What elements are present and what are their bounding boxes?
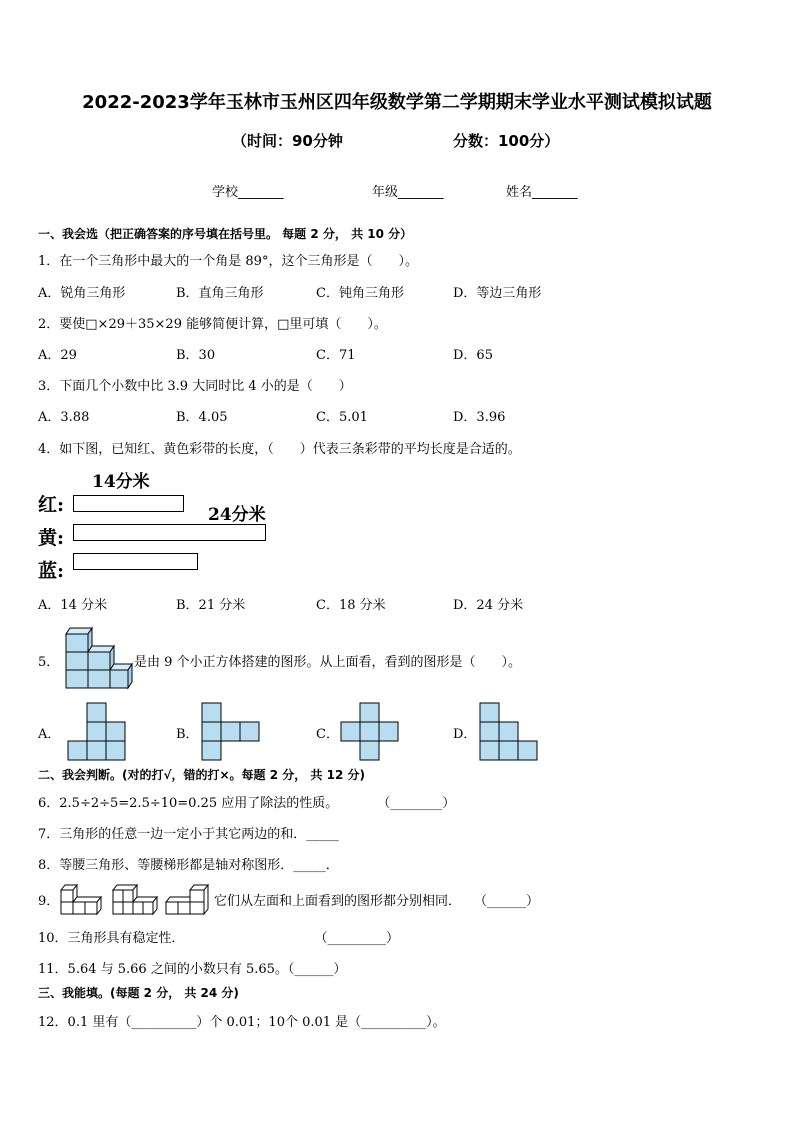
- q2-option-c[interactable]: C．71: [316, 348, 356, 363]
- q4-option-c[interactable]: C．18 分米: [316, 598, 386, 613]
- q2-option-d[interactable]: D．65: [453, 348, 493, 363]
- q4-option-d[interactable]: D．24 分米: [453, 598, 524, 613]
- q5-option-c[interactable]: C．: [316, 727, 339, 742]
- question-5: 是由 9 个小正方体搭建的图形。从上面看，看到的图形是（ ）。: [134, 655, 522, 670]
- q4-option-b[interactable]: B．21 分米: [176, 598, 246, 613]
- yellow-length-label: 24分米: [208, 505, 266, 525]
- question-1: 1．在一个三角形中最大的一个角是 89°，这个三角形是（ ）。: [38, 254, 418, 269]
- question-10: 10．三角形具有稳定性． （_________）: [38, 931, 400, 946]
- q3-option-c[interactable]: C．5.01: [316, 410, 368, 425]
- school-field[interactable]: 学校_______: [212, 185, 284, 200]
- question-2: 2．要使□×29＋35×29 能够简便计算，□里可填（ ）。: [38, 317, 387, 332]
- q3-option-a[interactable]: A．3.88: [38, 410, 90, 425]
- q5-option-b[interactable]: B．: [176, 727, 199, 742]
- question-9: 它们从左面和上面看到的图形都分别相同． （______）: [214, 894, 540, 909]
- question-11: 11．5.64 与 5.66 之间的小数只有 5.65。（______）: [38, 962, 347, 977]
- q5-option-c-shape: [340, 702, 400, 760]
- question-4: 4．如下图，已知红、黄色彩带的长度，（ ）代表三条彩带的平均长度是合适的。: [38, 442, 521, 457]
- q1-option-d[interactable]: D．等边三角形: [453, 286, 542, 301]
- q1-option-c[interactable]: C．钝角三角形: [316, 286, 404, 301]
- question-9-number: 9．: [38, 894, 60, 909]
- q5-option-a[interactable]: A．: [38, 727, 61, 742]
- exam-time: （时间：90分钟: [232, 132, 343, 150]
- section-2-heading: 二、我会判断。(对的打√，错的打×。每题 2 分， 共 12 分): [38, 768, 365, 782]
- blue-ribbon-bar: [73, 553, 198, 570]
- cube-stack-figure: [62, 626, 134, 690]
- q5-option-d[interactable]: D．: [453, 727, 477, 742]
- page-title: 2022-2023学年玉林市玉州区四年级数学第二学期期末学业水平测试模拟试题: [82, 92, 712, 113]
- red-label: 红:: [38, 494, 65, 516]
- q1-option-b[interactable]: B．直角三角形: [176, 286, 264, 301]
- q5-option-a-shape: [67, 702, 127, 760]
- red-ribbon-bar: [73, 495, 184, 512]
- q2-option-b[interactable]: B．30: [176, 348, 216, 363]
- question-5-number: 5．: [38, 655, 60, 670]
- question-8: 8．等腰三角形、等腰梯形都是轴对称图形．_____．: [38, 858, 339, 873]
- question-6: 6．2.5÷2÷5=2.5÷10=0.25 应用了除法的性质。 （________）: [38, 796, 456, 811]
- q5-option-b-shape: [201, 702, 261, 760]
- section-1-heading: 一、我会选（把正确答案的序号填在括号里。 每题 2 分， 共 10 分）: [38, 227, 413, 241]
- grade-field[interactable]: 年级_______: [372, 185, 444, 200]
- q5-option-d-shape: [479, 702, 539, 760]
- question-7: 7．三角形的任意一边一定小于其它两边的和．_____: [38, 827, 339, 842]
- q1-option-a[interactable]: A．锐角三角形: [38, 286, 126, 301]
- name-field[interactable]: 姓名_______: [506, 185, 578, 200]
- yellow-label: 黄:: [38, 527, 65, 549]
- q4-option-a[interactable]: A．14 分米: [38, 598, 108, 613]
- q3-option-b[interactable]: B．4.05: [176, 410, 228, 425]
- question-3: 3．下面几个小数中比 3.9 大同时比 4 小的是（ ）: [38, 379, 352, 394]
- q9-cube-figures: [58, 880, 216, 916]
- section-3-heading: 三、我能填。(每题 2 分， 共 24 分): [38, 986, 239, 1000]
- q3-option-d[interactable]: D．3.96: [453, 410, 506, 425]
- q2-option-a[interactable]: A．29: [38, 348, 77, 363]
- blue-label: 蓝:: [38, 560, 65, 582]
- exam-score: 分数：100分）: [453, 132, 560, 150]
- red-length-label: 14分米: [92, 472, 150, 492]
- yellow-ribbon-bar: [73, 524, 266, 541]
- question-12: 12．0.1 里有（__________）个 0.01；10个 0.01 是（__________）。: [38, 1015, 446, 1030]
